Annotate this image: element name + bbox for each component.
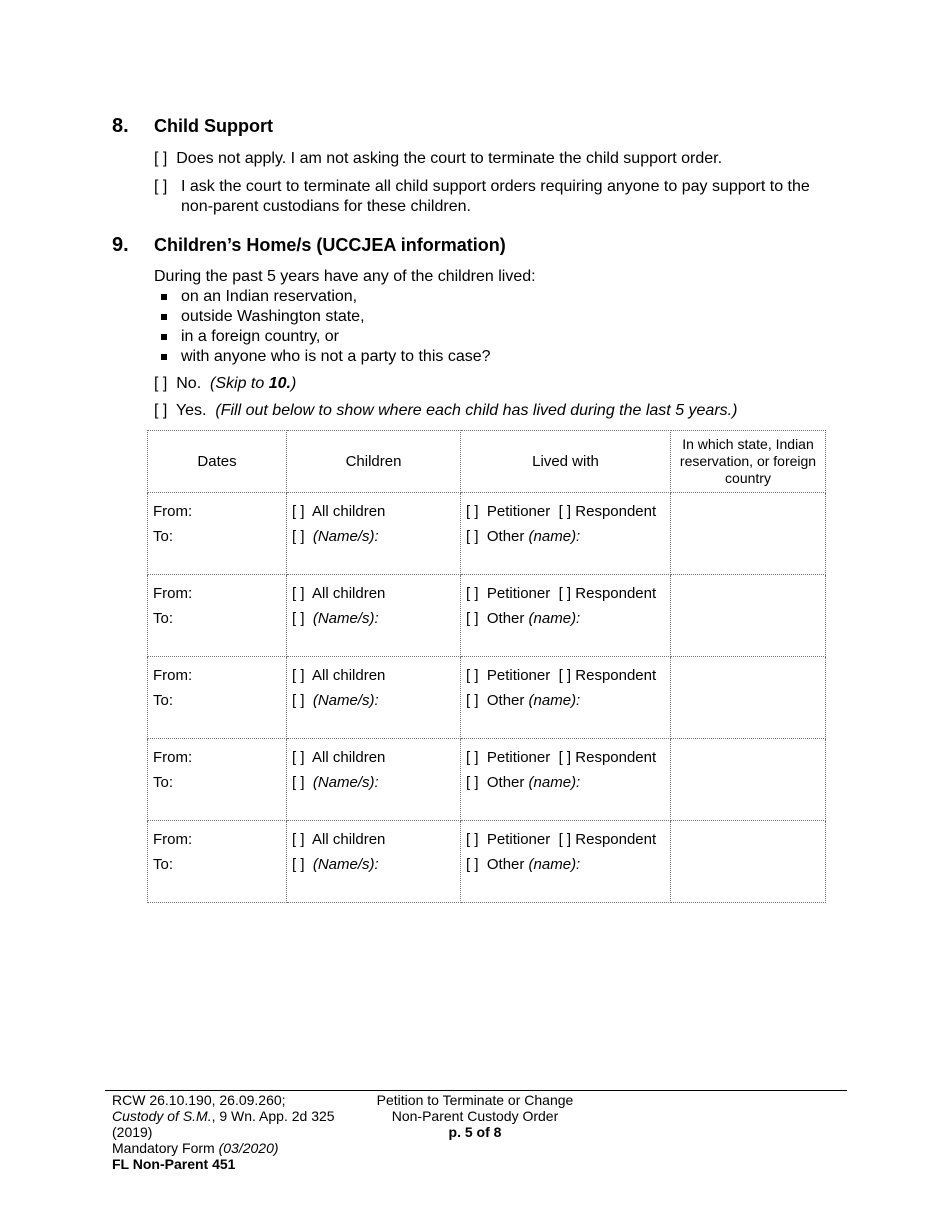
names-label: (Name/s):: [312, 774, 379, 791]
checkbox[interactable]: [ ]: [466, 585, 479, 602]
all-children-label: All children: [312, 585, 386, 602]
section-9-option-yes: [154, 401, 737, 421]
respondent-label: Respondent: [575, 503, 657, 520]
footer-center: [355, 1092, 595, 1140]
checkbox[interactable]: [ ]: [154, 402, 168, 419]
petitioner-label: Petitioner: [486, 831, 551, 848]
all-children-label: All children: [312, 831, 386, 848]
location-cell[interactable]: [671, 657, 826, 739]
checkbox[interactable]: [ ]: [292, 585, 305, 602]
checkbox[interactable]: [ ]: [466, 528, 479, 545]
from-label: From:: [153, 831, 193, 848]
checkbox[interactable]: [ ]: [292, 749, 305, 766]
footer-case-year: (2019): [112, 1124, 153, 1140]
to-label: To:: [153, 610, 174, 627]
footer-left: [112, 1092, 335, 1172]
header-dates: Dates: [148, 431, 287, 493]
children-cell: [287, 739, 461, 821]
footer-form-id: FL Non-Parent 451: [112, 1156, 236, 1172]
dates-cell[interactable]: [148, 575, 287, 657]
petitioner-label: Petitioner: [486, 503, 551, 520]
from-label: From:: [153, 749, 193, 766]
checkbox[interactable]: [ ]: [292, 503, 305, 520]
section-9-number: 9.: [112, 234, 129, 256]
respondent-label: Respondent: [575, 831, 657, 848]
checkbox[interactable]: [ ]: [154, 150, 168, 167]
other-name-label: (name):: [528, 856, 581, 873]
all-children-label: All children: [312, 667, 386, 684]
lived-with-cell: [461, 657, 671, 739]
dates-cell[interactable]: [148, 821, 287, 903]
footer-case-name: Custody of S.M.: [112, 1108, 212, 1124]
section-8-option-terminate: [154, 177, 844, 217]
location-cell[interactable]: [671, 575, 826, 657]
checkbox[interactable]: [ ]: [558, 667, 572, 684]
section-9-option-no: [154, 374, 296, 394]
children-cell: [287, 821, 461, 903]
option-text: I ask the court to terminate all child support orders requiring anyone to pay support to the non-parent custodians for these children.: [181, 178, 810, 215]
petitioner-label: Petitioner: [486, 585, 551, 602]
checkbox[interactable]: [ ]: [292, 856, 305, 873]
bullet-item: in a foreign country, or: [154, 327, 491, 347]
names-label: (Name/s):: [312, 692, 379, 709]
footer-divider: [105, 1090, 847, 1091]
yes-label: Yes.: [175, 402, 207, 419]
footer-title-line1: Petition to Terminate or Change: [376, 1092, 574, 1108]
other-label: Other: [486, 856, 525, 873]
from-label: From:: [153, 503, 193, 520]
footer-case: [112, 1108, 335, 1124]
skip-instruction: (Skip to 10.): [210, 375, 297, 392]
other-label: Other: [486, 528, 525, 545]
checkbox[interactable]: [ ]: [292, 610, 305, 627]
names-label: (Name/s):: [312, 856, 379, 873]
footer-page-number: p. 5 of 8: [448, 1124, 502, 1140]
checkbox[interactable]: [ ]: [466, 503, 479, 520]
uccjea-table: [147, 430, 826, 903]
to-label: To:: [153, 856, 174, 873]
respondent-label: Respondent: [575, 667, 657, 684]
footer-mandatory-date: (03/2020): [218, 1140, 279, 1156]
checkbox[interactable]: [ ]: [292, 774, 305, 791]
from-label: From:: [153, 667, 193, 684]
footer-mandatory: Mandatory Form (03/2020): [112, 1140, 279, 1156]
petitioner-label: Petitioner: [486, 667, 551, 684]
dates-cell[interactable]: [148, 657, 287, 739]
table-body: [148, 493, 826, 903]
lived-with-cell: [461, 821, 671, 903]
header-location: In which state, Indian reservation, or foreign country: [671, 431, 826, 493]
dates-cell[interactable]: [148, 493, 287, 575]
section-8-number: 8.: [112, 115, 129, 137]
other-label: Other: [486, 610, 525, 627]
location-cell[interactable]: [671, 739, 826, 821]
names-label: (Name/s):: [312, 528, 379, 545]
respondent-label: Respondent: [575, 585, 657, 602]
section-8-option-not-apply: [154, 149, 844, 169]
header-lived-with: Lived with: [461, 431, 671, 493]
table-row: [148, 821, 826, 903]
option-text: Does not apply. I am not asking the court to terminate the child support order.: [176, 150, 723, 167]
location-cell[interactable]: [671, 821, 826, 903]
other-name-label: (name):: [528, 610, 581, 627]
checkbox[interactable]: [ ]: [292, 528, 305, 545]
checkbox[interactable]: [ ]: [558, 503, 572, 520]
lived-with-cell: [461, 575, 671, 657]
other-label: Other: [486, 774, 525, 791]
section-9-bullets: [154, 287, 491, 367]
other-name-label: (name):: [528, 692, 581, 709]
dates-cell[interactable]: [148, 739, 287, 821]
checkbox[interactable]: [ ]: [466, 692, 479, 709]
to-label: To:: [153, 774, 174, 791]
checkbox[interactable]: [ ]: [466, 856, 479, 873]
checkbox[interactable]: [ ]: [558, 831, 572, 848]
children-cell: [287, 575, 461, 657]
location-cell[interactable]: [671, 493, 826, 575]
checkbox[interactable]: [ ]: [154, 178, 168, 195]
checkbox[interactable]: [ ]: [466, 831, 479, 848]
table-row: [148, 493, 826, 575]
table-row: [148, 739, 826, 821]
bullet-item: with anyone who is not a party to this case?: [154, 347, 491, 367]
bullet-item: on an Indian reservation,: [154, 287, 491, 307]
checkbox[interactable]: [ ]: [558, 585, 572, 602]
checkbox[interactable]: [ ]: [466, 667, 479, 684]
checkbox[interactable]: [ ]: [466, 774, 479, 791]
skip-target-number: 10.: [268, 375, 291, 392]
footer-case-cite: , 9 Wn. App. 2d 325: [211, 1108, 335, 1124]
footer-rcw: RCW 26.10.190, 26.09.260;: [112, 1092, 286, 1108]
to-label: To:: [153, 528, 174, 545]
header-children: Children: [287, 431, 461, 493]
checkbox[interactable]: [ ]: [466, 749, 479, 766]
names-label: (Name/s):: [312, 610, 379, 627]
other-label: Other: [486, 692, 525, 709]
respondent-label: Respondent: [575, 749, 657, 766]
footer-title-line2: Non-Parent Custody Order: [391, 1108, 559, 1124]
from-label: From:: [153, 585, 193, 602]
table-header-row: [148, 431, 826, 493]
checkbox[interactable]: [ ]: [466, 610, 479, 627]
no-label: No.: [176, 375, 202, 392]
checkbox[interactable]: [ ]: [292, 831, 305, 848]
table-row: [148, 575, 826, 657]
lived-with-cell: [461, 739, 671, 821]
section-9-title: Children’s Home/s (UCCJEA information): [154, 235, 506, 255]
other-name-label: (name):: [528, 774, 581, 791]
checkbox[interactable]: [ ]: [558, 749, 572, 766]
yes-instruction: (Fill out below to show where each child has lived during the last 5 years.): [215, 402, 738, 419]
checkbox[interactable]: [ ]: [292, 692, 305, 709]
to-label: To:: [153, 692, 174, 709]
table-row: [148, 657, 826, 739]
section-9-intro: During the past 5 years have any of the children lived:: [154, 268, 536, 285]
checkbox[interactable]: [ ]: [292, 667, 305, 684]
petitioner-label: Petitioner: [486, 749, 551, 766]
bullet-item: outside Washington state,: [154, 307, 491, 327]
other-name-label: (name):: [528, 528, 581, 545]
checkbox[interactable]: [ ]: [154, 375, 168, 392]
children-cell: [287, 493, 461, 575]
all-children-label: All children: [312, 503, 386, 520]
lived-with-cell: [461, 493, 671, 575]
children-cell: [287, 657, 461, 739]
section-8-title: Child Support: [154, 116, 273, 136]
all-children-label: All children: [312, 749, 386, 766]
